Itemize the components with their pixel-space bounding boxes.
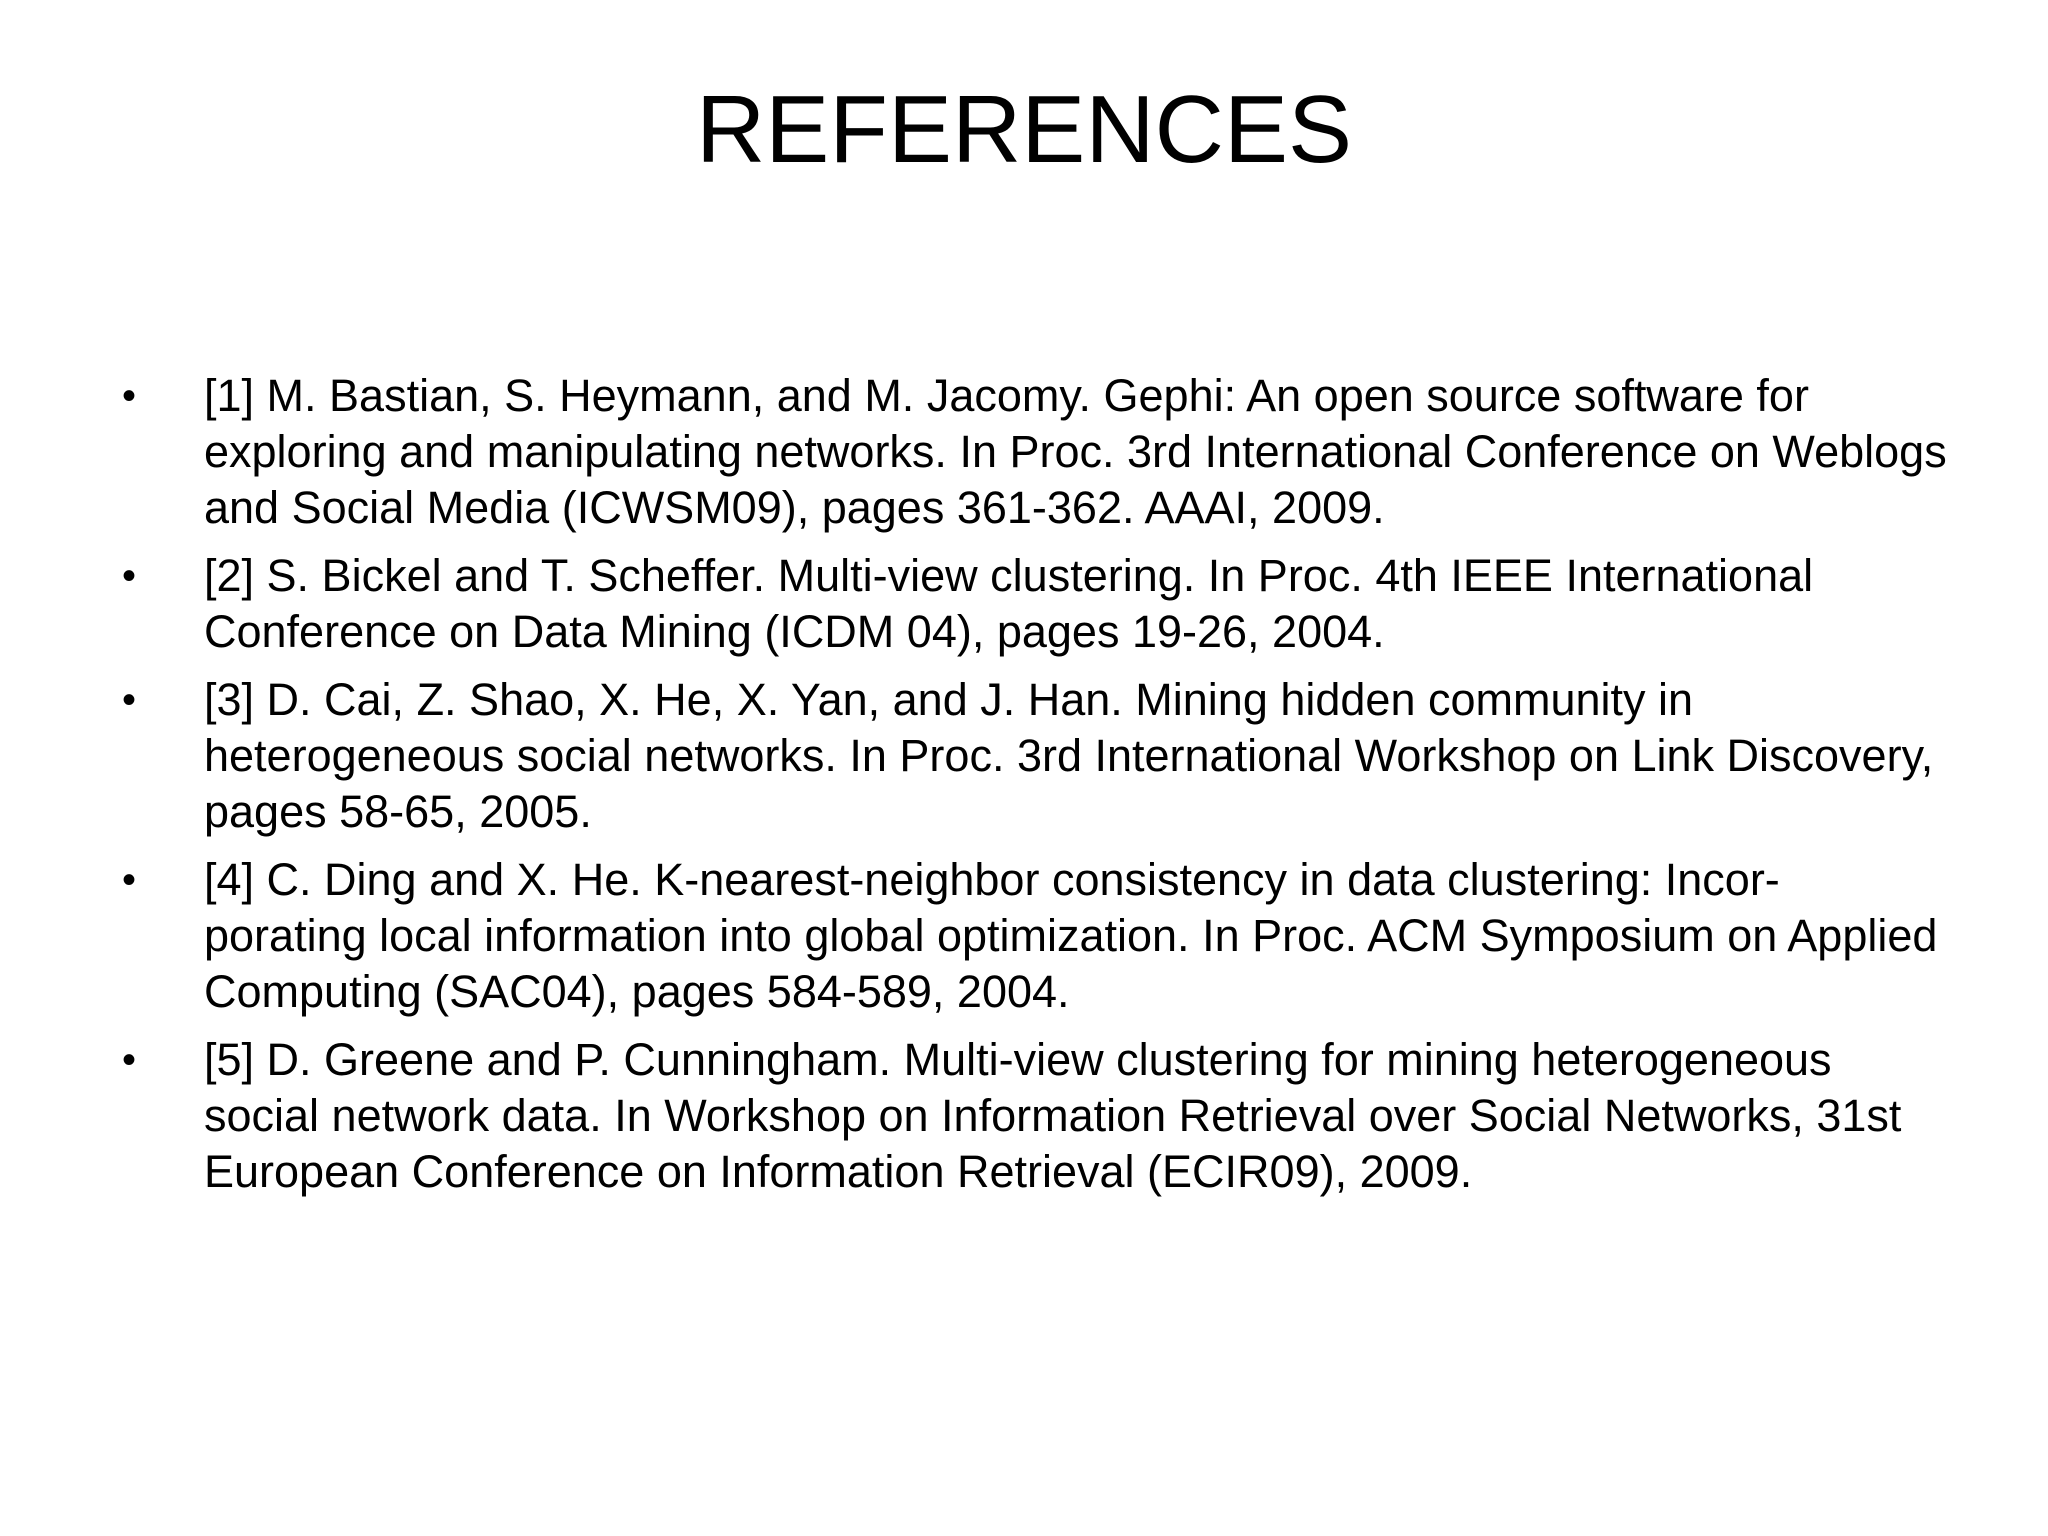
reference-text: [5] D. Greene and P. Cunningham. Multi-view clustering for mining heterogeneous social network data. In Workshop on Information Retrieval over Social Networks, 31st European Conference on Information Retrieval (ECIR09), 2009. [204,1034,1902,1197]
reference-item-1 [118,368,1948,536]
reference-text: [4] C. Ding and X. He. K-nearest-neighbor consistency in data clustering: Incor- porating local information into global optimization. In Proc. ACM Symposium on Applied Computing (SAC04), pages 584-589, 2004. [204,854,1938,1017]
reference-text: [3] D. Cai, Z. Shao, X. He, X. Yan, and J. Han. Mining hidden community in heterogeneous social networks. In Proc. 3rd International Workshop on Link Discovery, pages 58-65, 2005. [204,674,1934,837]
reference-text: [2] S. Bickel and T. Scheffer. Multi-view clustering. In Proc. 4th IEEE International Conference on Data Mining (ICDM 04), pages 19-26, 2004. [204,550,1814,657]
bullet-icon: • [122,858,137,902]
reference-list [118,368,1948,1212]
slide-title: REFERENCES [695,76,1353,183]
bullet-icon: • [122,1038,137,1082]
bullet-icon: • [122,374,137,418]
reference-item-3 [118,672,1948,840]
reference-item-2 [118,548,1948,660]
reference-item-4 [118,852,1948,1020]
bullet-icon: • [122,554,137,598]
reference-item-5 [118,1032,1948,1200]
reference-text: [1] M. Bastian, S. Heymann, and M. Jacomy. Gephi: An open source software for exploring and manipulating networks. In Proc. 3rd International Conference on Weblogs and Social Media (ICWSM09), pages 361-362. AAAI, 2009. [204,370,1947,533]
bullet-icon: • [122,678,137,722]
